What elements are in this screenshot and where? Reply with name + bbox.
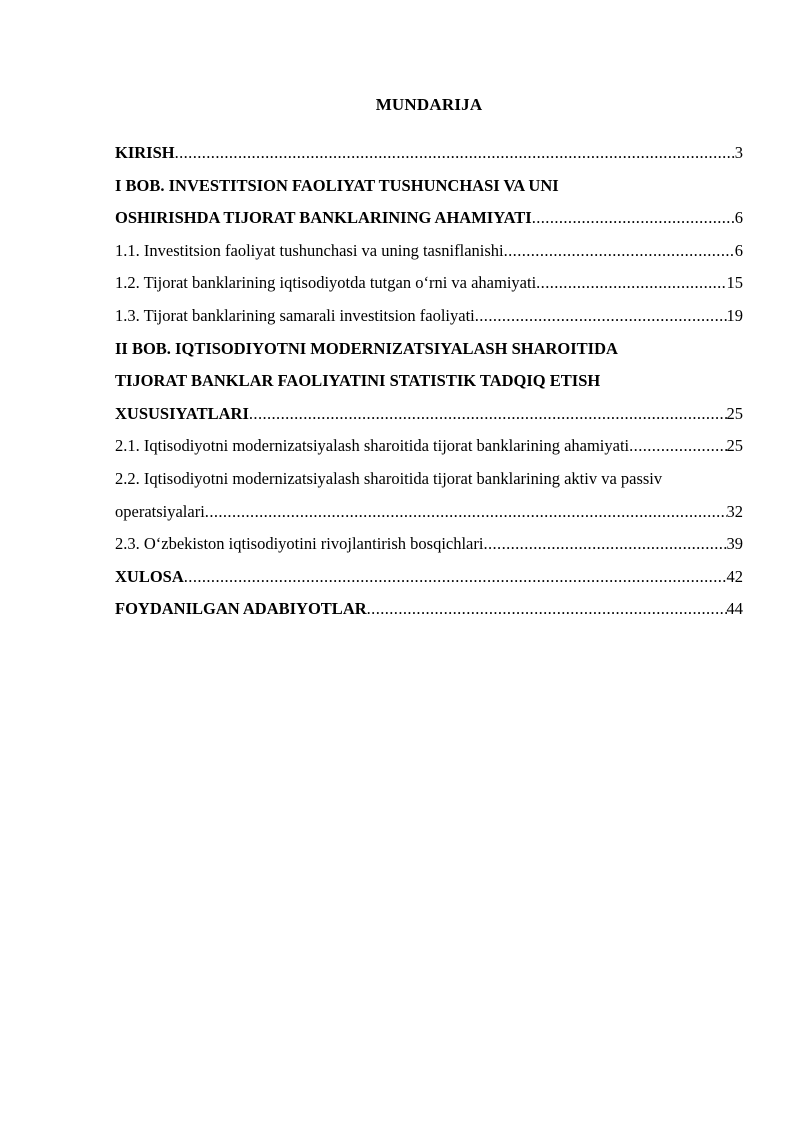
toc-page-number: 44 [726, 599, 743, 619]
toc-entry-text: I BOB. INVESTITSION FAOLIYAT TUSHUNCHASI VA UNI [115, 175, 559, 195]
toc-page-number: 3 [734, 143, 743, 162]
toc-entry-section-2-1[interactable] [115, 435, 743, 468]
toc-page-number: 6 [734, 208, 743, 228]
toc-page-number: 15 [726, 273, 743, 293]
table-of-contents [115, 142, 743, 631]
toc-page-number: 19 [726, 305, 743, 325]
toc-leader-dots [504, 240, 735, 262]
toc-entry-kirish[interactable] [115, 142, 743, 175]
toc-leader-dots [629, 435, 726, 457]
toc-leader-dots [249, 403, 727, 425]
toc-entry-text: OSHIRISHDA TIJORAT BANKLARINING AHAMIYATI [115, 208, 532, 228]
toc-entry-xulosa[interactable] [115, 566, 743, 599]
toc-leader-dots [184, 566, 727, 588]
toc-leader-dots [367, 598, 727, 620]
toc-page-number: 39 [726, 534, 743, 554]
toc-entry-section-1-1[interactable] [115, 240, 743, 273]
toc-entry-text: 1.2. Tijorat banklarining iqtisodiyotda tutgan o‘rni va ahamiyati [115, 273, 537, 293]
toc-entry-section-1-3[interactable] [115, 305, 743, 338]
toc-entry-text: II BOB. IQTISODIYOTNI MODERNIZATSIYALASH SHAROITIDA [115, 338, 618, 358]
toc-leader-dots [536, 272, 726, 294]
toc-entry-text: XUSUSIYATLARI [115, 403, 249, 423]
toc-page-number: 42 [726, 566, 743, 586]
toc-entry-text: 2.1. Iqtisodiyotni modernizatsiyalash sharoitida tijorat banklarining ahamiyati [115, 436, 630, 456]
toc-entry-section-1-2[interactable] [115, 272, 743, 305]
toc-entry-text: 2.2. Iqtisodiyotni modernizatsiyalash sharoitida tijorat banklarining aktiv va passiv [115, 468, 663, 488]
toc-page-number: 25 [726, 403, 743, 423]
toc-entry-section-2-2-line-2[interactable] [115, 501, 743, 534]
toc-page-number: 32 [726, 501, 743, 521]
toc-entry-section-2-2-line-1[interactable] [115, 468, 743, 501]
toc-entry-text: FOYDANILGAN ADABIYOTLAR [115, 599, 367, 619]
toc-entry-chapter-1-line-2[interactable] [115, 207, 743, 240]
toc-entry-text: 1.1. Investitsion faoliyat tushunchasi va uning tasniflanishi [115, 240, 504, 260]
toc-leader-dots [532, 207, 735, 229]
toc-entry-chapter-1-line-1[interactable] [115, 175, 743, 208]
toc-entry-text: operatsiyalari [115, 501, 205, 521]
toc-page-number: 25 [726, 436, 743, 456]
toc-leader-dots [205, 501, 727, 523]
toc-entry-text: 2.3. O‘zbekiston iqtisodiyotini rivojlantirish bosqichlari [115, 534, 484, 554]
toc-entry-text: KIRISH [115, 143, 175, 162]
toc-entry-text: XULOSA [115, 566, 184, 586]
toc-entry-chapter-2-line-3[interactable] [115, 403, 743, 436]
toc-entry-text: TIJORAT BANKLAR FAOLIYATINI STATISTIK TADQIQ ETISH [115, 371, 601, 391]
page-title: MUNDARIJA [375, 95, 483, 114]
toc-page-number: 6 [734, 240, 743, 260]
toc-entry-text: 1.3. Tijorat banklarining samarali investitsion faoliyati [115, 305, 475, 325]
toc-leader-dots [175, 142, 735, 164]
toc-leader-dots [475, 305, 727, 327]
toc-entry-section-2-3[interactable] [115, 533, 743, 566]
toc-leader-dots [483, 533, 726, 555]
toc-entry-chapter-2-line-1[interactable] [115, 338, 743, 371]
toc-entry-adabiyotlar[interactable] [115, 598, 743, 631]
toc-entry-chapter-2-line-2[interactable] [115, 370, 743, 403]
